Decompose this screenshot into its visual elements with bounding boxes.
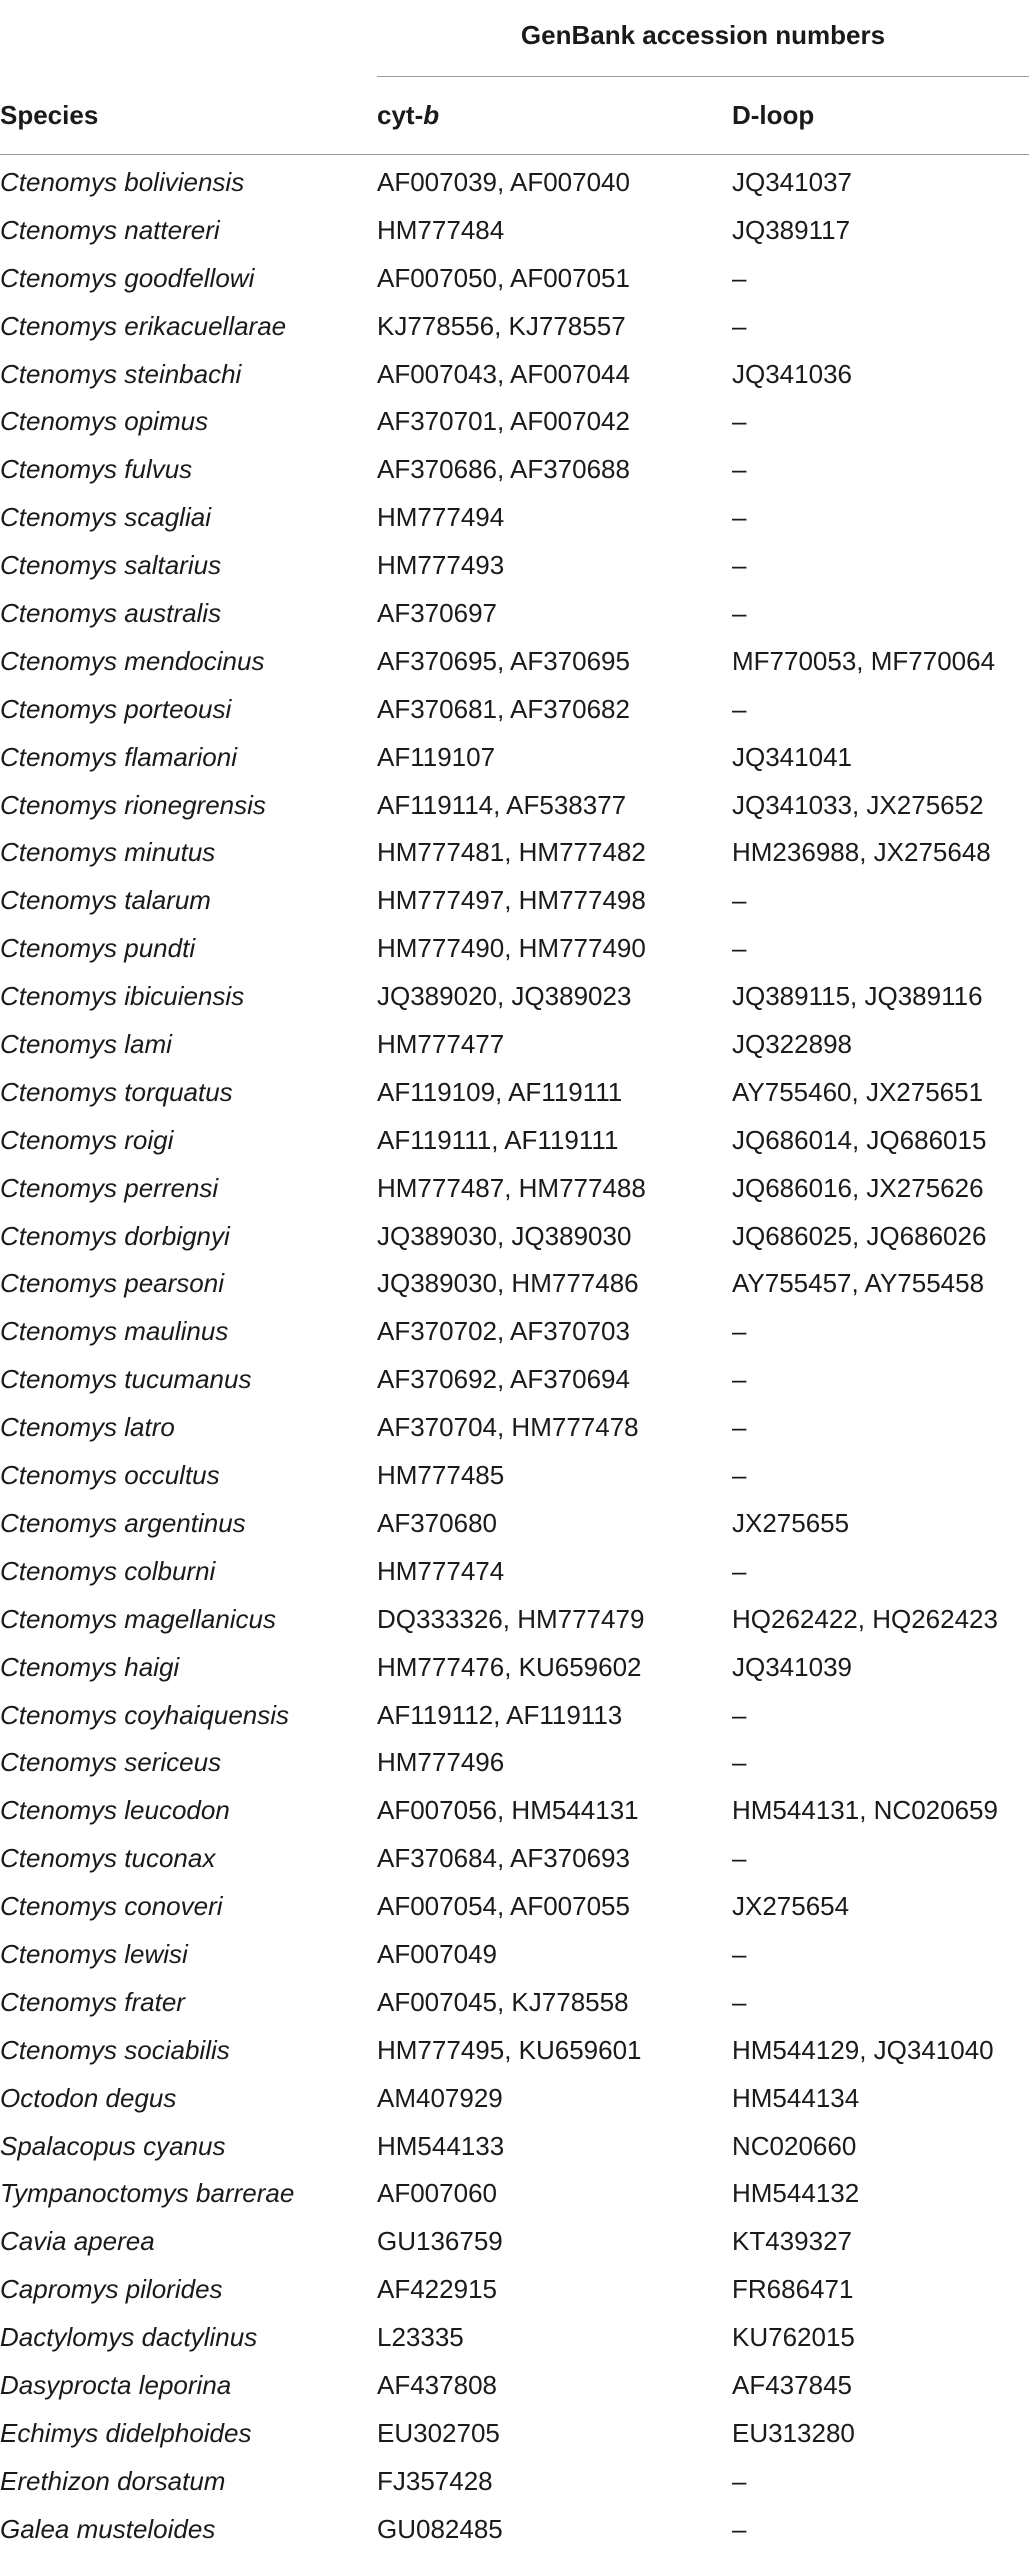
cytb-cell: HM777484: [377, 214, 505, 245]
table-row: [0, 2410, 1029, 2458]
cytb-cell: AF370704, HM777478: [377, 1412, 639, 1443]
dloop-cell: –: [732, 406, 747, 437]
cytb-cell: HM777476, KU659602: [377, 1651, 642, 1682]
dloop-cell: –: [732, 1412, 747, 1443]
cytb-cell: JQ389030, JQ389030: [377, 1220, 632, 1251]
table-row: [0, 2458, 1029, 2506]
cytb-cell: AF370695, AF370695: [377, 645, 630, 676]
cytb-cell: AF370684, AF370693: [377, 1843, 630, 1874]
table-row: [0, 1404, 1029, 1452]
cytb-cell: JQ389030, HM777486: [377, 1268, 639, 1299]
cytb-cell: AF370697: [377, 598, 497, 629]
table-row: [0, 1117, 1029, 1165]
species-cell: Ctenomys latro: [0, 1412, 175, 1443]
table-row: [0, 446, 1029, 494]
table-row: [0, 1021, 1029, 1069]
cytb-cell: AF007056, HM544131: [377, 1795, 639, 1826]
species-cell: Echimys didelphoides: [0, 2417, 252, 2448]
column-header-cytb-suffix: b: [423, 100, 440, 130]
dloop-cell: HM544131, NC020659: [732, 1795, 998, 1826]
dloop-cell: JQ341041: [732, 741, 852, 772]
dloop-cell: –: [732, 262, 747, 293]
dloop-cell: –: [732, 933, 747, 964]
species-cell: Octodon degus: [0, 2082, 177, 2113]
table-row: [0, 2027, 1029, 2075]
table-row: [0, 2506, 1029, 2554]
table-row: [0, 494, 1029, 542]
species-cell: Ctenomys pearsoni: [0, 1268, 224, 1299]
species-cell: Ctenomys coyhaiquensis: [0, 1699, 290, 1730]
species-cell: Ctenomys ibicuiensis: [0, 981, 245, 1012]
table-row: [0, 2266, 1029, 2314]
table-row: [0, 303, 1029, 351]
species-cell: Ctenomys roigi: [0, 1124, 174, 1155]
cytb-cell: AF119111, AF119111: [377, 1124, 619, 1155]
cytb-cell: AF370692, AF370694: [377, 1364, 630, 1395]
cytb-cell: JQ389020, JQ389023: [377, 981, 632, 1012]
table-row: [0, 877, 1029, 925]
column-header-species: Species: [0, 100, 99, 130]
table-row: [0, 1692, 1029, 1740]
dloop-cell: –: [732, 1747, 747, 1778]
dloop-cell: –: [732, 1699, 747, 1730]
species-cell: Ctenomys sociabilis: [0, 2034, 230, 2065]
species-cell: Ctenomys lewisi: [0, 1938, 188, 1969]
cytb-cell: AF007050, AF007051: [377, 262, 630, 293]
cytb-cell: HM544133: [377, 2130, 505, 2161]
table-row: [0, 686, 1029, 734]
cytb-cell: AF422915: [377, 2274, 497, 2305]
dloop-cell: JX275654: [732, 1891, 850, 1922]
table-body: [0, 155, 1029, 2554]
cytb-cell: AF119109, AF119111: [377, 1076, 623, 1107]
table-row: [0, 1548, 1029, 1596]
cytb-cell: HM777490, HM777490: [377, 933, 646, 964]
table-row: [0, 255, 1029, 303]
species-cell: Ctenomys rionegrensis: [0, 789, 266, 820]
dloop-cell: –: [732, 502, 747, 533]
species-cell: Ctenomys minutus: [0, 837, 216, 868]
table-row: [0, 1500, 1029, 1548]
dloop-cell: –: [732, 2513, 747, 2544]
species-cell: Ctenomys conoveri: [0, 1891, 223, 1922]
cytb-cell: AF119114, AF538377: [377, 789, 627, 820]
table-row: [0, 1356, 1029, 1404]
table-row: [0, 973, 1029, 1021]
dloop-cell: –: [732, 598, 747, 629]
cytb-cell: L23335: [377, 2322, 464, 2353]
cytb-cell: AM407929: [377, 2082, 503, 2113]
dloop-cell: –: [732, 1460, 747, 1491]
cytb-cell: AF007039, AF007040: [377, 167, 630, 197]
dloop-cell: JQ686014, JQ686015: [732, 1124, 987, 1155]
table-row: [0, 829, 1029, 877]
species-cell: Galea musteloides: [0, 2513, 216, 2544]
dloop-cell: JQ389115, JQ389116: [732, 981, 983, 1012]
table-row: [0, 590, 1029, 638]
species-cell: Ctenomys dorbignyi: [0, 1220, 230, 1251]
species-cell: Tympanoctomys barrerae: [0, 2178, 295, 2209]
table-row: [0, 1452, 1029, 1500]
species-cell: Ctenomys pundti: [0, 933, 196, 964]
species-cell: Ctenomys talarum: [0, 885, 211, 916]
dloop-cell: –: [732, 1986, 747, 2017]
table-row: [0, 2314, 1029, 2362]
species-cell: Ctenomys haigi: [0, 1651, 180, 1682]
species-cell: Dasyprocta leporina: [0, 2369, 232, 2400]
dloop-cell: –: [732, 1555, 747, 1586]
table-row: [0, 1835, 1029, 1883]
column-header-dloop: D-loop: [732, 100, 815, 130]
table-row: [0, 1260, 1029, 1308]
species-cell: Ctenomys perrensi: [0, 1172, 219, 1203]
dloop-cell: AY755460, JX275651: [732, 1076, 984, 1107]
species-cell: Ctenomys saltarius: [0, 550, 222, 581]
table-row: [0, 1787, 1029, 1835]
dloop-cell: HM544129, JQ341040: [732, 2034, 994, 2065]
dloop-cell: KT439327: [732, 2226, 852, 2257]
dloop-cell: HM544132: [732, 2178, 860, 2209]
species-cell: Ctenomys australis: [0, 598, 222, 629]
cytb-cell: GU136759: [377, 2226, 503, 2257]
dloop-cell: HM236988, JX275648: [732, 837, 991, 868]
dloop-cell: –: [732, 1316, 747, 1347]
species-cell: Ctenomys boliviensis: [0, 167, 245, 197]
dloop-cell: –: [732, 1843, 747, 1874]
species-cell: Ctenomys scagliai: [0, 502, 211, 533]
dloop-cell: –: [732, 2465, 747, 2496]
cytb-cell: EU302705: [377, 2417, 500, 2448]
table-row: [0, 1931, 1029, 1979]
cytb-cell: HM777485: [377, 1460, 505, 1491]
table-row: [0, 2075, 1029, 2123]
cytb-cell: AF437808: [377, 2369, 497, 2400]
table-row: [0, 1213, 1029, 1261]
dloop-cell: JQ322898: [732, 1029, 852, 1060]
table-row: [0, 1883, 1029, 1931]
cytb-cell: HM777477: [377, 1029, 505, 1060]
species-cell: Ctenomys frater: [0, 1986, 185, 2017]
species-cell: Ctenomys torquatus: [0, 1076, 233, 1107]
species-cell: Capromys pilorides: [0, 2274, 223, 2305]
table-row: [0, 1644, 1029, 1692]
dloop-cell: FR686471: [732, 2274, 854, 2305]
dloop-cell: JQ341039: [732, 1651, 852, 1682]
group-header-title: GenBank accession numbers: [520, 20, 886, 50]
species-cell: Ctenomys leucodon: [0, 1795, 230, 1826]
cytb-cell: AF119112, AF119113: [377, 1699, 623, 1730]
species-cell: Ctenomys tuconax: [0, 1843, 216, 1874]
dloop-cell: JQ686016, JX275626: [732, 1172, 984, 1203]
species-cell: Spalacopus cyanus: [0, 2130, 226, 2161]
dloop-cell: HM544134: [732, 2082, 860, 2113]
species-cell: Ctenomys steinbachi: [0, 358, 242, 389]
species-cell: Cavia aperea: [0, 2226, 155, 2257]
species-cell: Ctenomys nattereri: [0, 214, 220, 245]
cytb-cell: HM777487, HM777488: [377, 1172, 646, 1203]
cytb-cell: AF007043, AF007044: [377, 358, 630, 389]
species-cell: Erethizon dorsatum: [0, 2465, 226, 2496]
species-cell: Ctenomys opimus: [0, 406, 209, 437]
cytb-cell: AF370701, AF007042: [377, 406, 630, 437]
cytb-cell: GU082485: [377, 2513, 503, 2544]
table-row: [0, 2218, 1029, 2266]
column-header-row: [0, 77, 1029, 155]
table-row: [0, 1308, 1029, 1356]
column-header-cytb: [377, 77, 439, 154]
dloop-cell: JQ341036: [732, 358, 852, 389]
species-cell: Ctenomys argentinus: [0, 1507, 246, 1538]
table-row: [0, 1165, 1029, 1213]
table-row: [0, 638, 1029, 686]
species-cell: Ctenomys magellanicus: [0, 1603, 277, 1634]
dloop-cell: JX275655: [732, 1507, 850, 1538]
cytb-cell: HM777474: [377, 1555, 505, 1586]
table-row: [0, 1069, 1029, 1117]
dloop-cell: KU762015: [732, 2322, 855, 2353]
species-cell: Ctenomys tucumanus: [0, 1364, 252, 1395]
table-row: [0, 542, 1029, 590]
table-row: [0, 734, 1029, 782]
dloop-cell: –: [732, 1364, 747, 1395]
species-cell: Ctenomys mendocinus: [0, 645, 265, 676]
dloop-cell: EU313280: [732, 2417, 855, 2448]
species-cell: Ctenomys occultus: [0, 1460, 220, 1491]
cytb-cell: AF119107: [377, 741, 496, 772]
dloop-cell: –: [732, 1938, 747, 1969]
cytb-cell: HM777495, KU659601: [377, 2034, 642, 2065]
table-row: [0, 351, 1029, 399]
cytb-cell: AF007060: [377, 2178, 497, 2209]
species-cell: Ctenomys maulinus: [0, 1316, 229, 1347]
species-cell: Ctenomys porteousi: [0, 693, 232, 724]
species-cell: Ctenomys colburni: [0, 1555, 216, 1586]
dloop-cell: JQ341033, JX275652: [732, 789, 984, 820]
species-cell: Ctenomys sericeus: [0, 1747, 222, 1778]
dloop-cell: JQ686025, JQ686026: [732, 1220, 987, 1251]
species-cell: Ctenomys goodfellowi: [0, 262, 255, 293]
dloop-cell: –: [732, 454, 747, 485]
species-cell: Ctenomys lami: [0, 1029, 172, 1060]
column-header-cytb-prefix: cyt-: [377, 100, 424, 130]
dloop-cell: –: [732, 310, 747, 341]
cytb-cell: AF370681, AF370682: [377, 693, 630, 724]
dloop-cell: –: [732, 550, 747, 581]
cytb-cell: AF007049: [377, 1938, 497, 1969]
table-row: [0, 398, 1029, 446]
group-header: [0, 0, 1029, 77]
cytb-cell: KJ778556, KJ778557: [377, 310, 626, 341]
species-cell: Ctenomys fulvus: [0, 454, 193, 485]
cytb-cell: HM777481, HM777482: [377, 837, 646, 868]
cytb-cell: AF370702, AF370703: [377, 1316, 630, 1347]
table-row: [0, 2123, 1029, 2171]
table-row: [0, 1979, 1029, 2027]
species-cell: Ctenomys erikacuellarae: [0, 310, 287, 341]
species-cell: Dactylomys dactylinus: [0, 2322, 258, 2353]
cytb-cell: AF007045, KJ778558: [377, 1986, 629, 2017]
table-row: [0, 159, 1029, 207]
table-row: [0, 2362, 1029, 2410]
table-row: [0, 207, 1029, 255]
cytb-cell: AF007054, AF007055: [377, 1891, 630, 1922]
species-cell: Ctenomys flamarioni: [0, 741, 237, 772]
cytb-cell: HM777496: [377, 1747, 505, 1778]
table-row: [0, 782, 1029, 830]
cytb-cell: AF370680: [377, 1507, 497, 1538]
cytb-cell: DQ333326, HM777479: [377, 1603, 645, 1634]
dloop-cell: JQ341037: [732, 167, 852, 197]
dloop-cell: AF437845: [732, 2369, 852, 2400]
dloop-cell: MF770053, MF770064: [732, 645, 996, 676]
dloop-cell: AY755457, AY755458: [732, 1268, 985, 1299]
cytb-cell: AF370686, AF370688: [377, 454, 630, 485]
table-row: [0, 1596, 1029, 1644]
cytb-cell: HM777494: [377, 502, 505, 533]
table-row: [0, 2170, 1029, 2218]
cytb-cell: HM777497, HM777498: [377, 885, 646, 916]
cytb-cell: FJ357428: [377, 2465, 493, 2496]
dloop-cell: –: [732, 693, 747, 724]
dloop-cell: HQ262422, HQ262423: [732, 1603, 998, 1634]
dloop-cell: –: [732, 885, 747, 916]
dloop-cell: NC020660: [732, 2130, 857, 2161]
table-row: [0, 925, 1029, 973]
cytb-cell: HM777493: [377, 550, 505, 581]
dloop-cell: JQ389117: [732, 214, 851, 245]
table-row: [0, 1739, 1029, 1787]
